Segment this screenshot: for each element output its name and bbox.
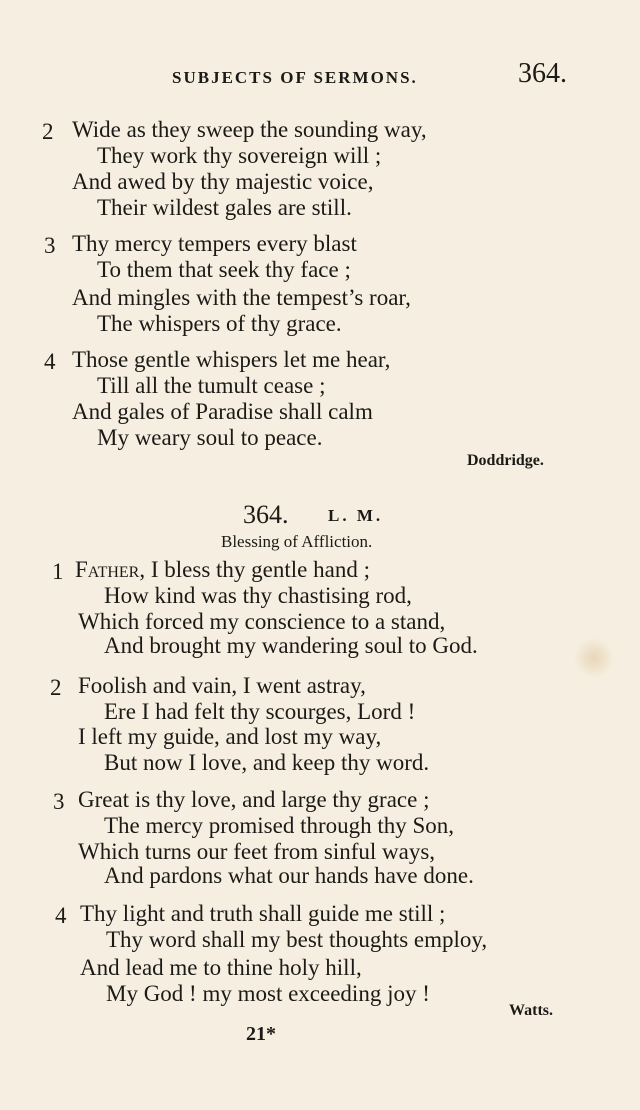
verse-line: And lead me to thine holy hill, [80, 955, 362, 980]
verse-line: Wide as they sweep the sounding way, [72, 117, 427, 142]
verse-line: And awed by thy majestic voice, [72, 169, 374, 194]
verse-number: 3 [53, 789, 65, 814]
verse-line: But now I love, and keep thy word. [104, 750, 430, 775]
verse-line: Their wildest gales are still. [97, 195, 352, 220]
verse-line: Foolish and vain, I went astray, [78, 673, 366, 698]
verse-line: The whispers of thy grace. [97, 311, 342, 336]
verse-line [75, 556, 370, 584]
verse-line: Till all the tumult cease ; [97, 373, 326, 398]
signature-mark: 21* [246, 1023, 276, 1045]
verse-number: 3 [44, 233, 56, 258]
verse-number: 4 [44, 349, 56, 374]
verse-line: Thy mercy tempers every blast [72, 231, 357, 256]
running-head [0, 58, 640, 92]
verse-line: I left my guide, and lost my way, [78, 724, 382, 749]
verse-line: And pardons what our hands have done. [104, 863, 474, 888]
verse-line: Ere I had felt thy scourges, Lord ! [104, 699, 416, 724]
verse-line: Great is thy love, and large thy grace ; [78, 787, 430, 812]
hymn-meter: L. M. [328, 506, 384, 525]
hymn-heading [0, 500, 640, 560]
verse-number: 1 [52, 559, 64, 584]
hymn-number: 364. [243, 500, 289, 529]
attribution-watts: Watts. [509, 1002, 553, 1019]
verse-number: 2 [42, 119, 54, 144]
verse-line: To them that seek thy face ; [97, 257, 351, 282]
attribution-doddridge: Doddridge. [467, 452, 544, 469]
verse-line: My God ! my most exceeding joy ! [106, 981, 430, 1006]
verse-line: They work thy sovereign will ; [97, 143, 382, 168]
verse-line: And mingles with the tempest’s roar, [72, 285, 411, 310]
paper-stain [572, 638, 616, 678]
verse-line: And brought my wandering soul to God. [104, 633, 478, 658]
hymn-subtitle: Blessing of Affliction. [221, 532, 373, 551]
verse-line: Thy word shall my best thoughts employ, [106, 927, 488, 952]
verse-line: Which forced my conscience to a stand, [78, 609, 446, 634]
page-number: 364. [518, 58, 567, 89]
first-word: Father [75, 557, 140, 582]
verse-number: 4 [55, 903, 67, 928]
verse-line: Thy light and truth shall guide me still ; [80, 901, 446, 926]
verse-line: The mercy promised through thy Son, [104, 813, 455, 838]
verse-line-rest: , I bless thy gentle hand ; [139, 557, 370, 582]
verse-line: Which turns our feet from sinful ways, [78, 839, 436, 864]
verse-line: And gales of Paradise shall calm [72, 399, 373, 424]
verse-number: 2 [50, 675, 62, 700]
verse-line: My weary soul to peace. [97, 425, 323, 450]
verse-line: How kind was thy chastising rod, [104, 583, 412, 608]
running-title: SUBJECTS OF SERMONS. [172, 68, 418, 87]
verse-line: Those gentle whispers let me hear, [72, 347, 391, 372]
